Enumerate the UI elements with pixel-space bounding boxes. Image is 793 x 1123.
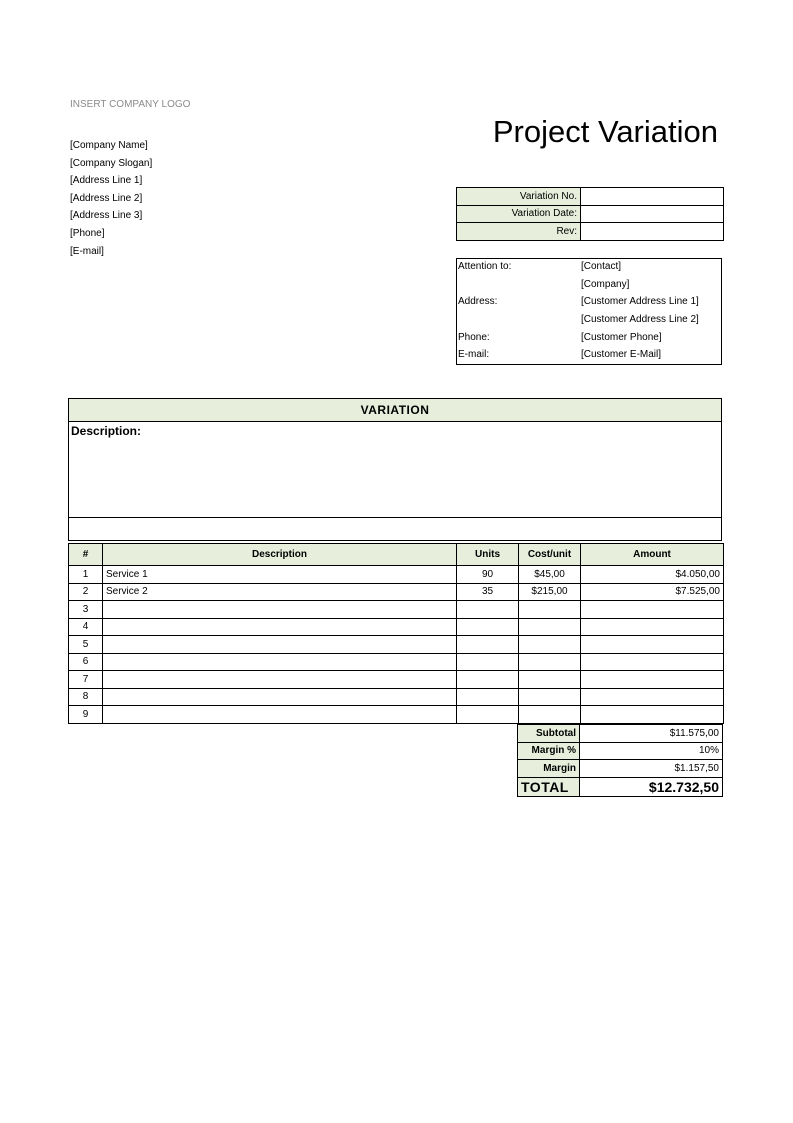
header-description: Description xyxy=(103,544,457,566)
subtotal-value: $11.575,00 xyxy=(580,725,723,743)
header-units: Units xyxy=(457,544,519,566)
variation-description-box[interactable] xyxy=(69,422,721,518)
company-logo-placeholder: INSERT COMPANY LOGO xyxy=(70,99,191,110)
row-number: 2 xyxy=(69,583,103,601)
items-header-row xyxy=(69,544,724,566)
row-units[interactable] xyxy=(457,601,519,619)
company-address-line-2: [Address Line 2] xyxy=(70,192,143,204)
row-description[interactable]: Service 2 xyxy=(103,583,457,601)
table-row xyxy=(69,706,724,724)
row-cost-unit[interactable] xyxy=(519,636,581,654)
company-name: [Company Name] xyxy=(70,140,148,151)
variation-date-field[interactable] xyxy=(581,205,724,223)
row-amount xyxy=(581,636,724,654)
row-units[interactable]: 90 xyxy=(457,566,519,584)
variation-section xyxy=(68,398,722,541)
row-amount xyxy=(581,618,724,636)
row-units[interactable] xyxy=(457,653,519,671)
margin-percent-value[interactable]: 10% xyxy=(580,742,723,760)
description-label: Description: xyxy=(71,424,142,438)
row-number: 7 xyxy=(69,671,103,689)
header-amount: Amount xyxy=(581,544,724,566)
customer-address-line-2: [Customer Address Line 2] xyxy=(581,314,699,325)
company-phone: [Phone] xyxy=(70,227,105,239)
subtotal-row xyxy=(518,725,723,743)
table-row xyxy=(69,653,724,671)
row-cost-unit[interactable] xyxy=(519,688,581,706)
row-number: 9 xyxy=(69,706,103,724)
row-units[interactable]: 35 xyxy=(457,583,519,601)
row-units[interactable] xyxy=(457,671,519,689)
row-amount xyxy=(581,671,724,689)
row-amount xyxy=(581,653,724,671)
row-number: 4 xyxy=(69,618,103,636)
rev-label: Rev: xyxy=(457,223,581,241)
email-label: E-mail: xyxy=(458,349,490,360)
subtotal-label: Subtotal xyxy=(518,725,580,743)
margin-row xyxy=(518,760,723,778)
company-slogan: [Company Slogan] xyxy=(70,157,153,169)
margin-label: Margin xyxy=(518,760,580,778)
attention-label: Attention to: xyxy=(458,261,512,272)
row-units[interactable] xyxy=(457,618,519,636)
row-amount xyxy=(581,688,724,706)
row-units[interactable] xyxy=(457,706,519,724)
row-description[interactable] xyxy=(103,671,457,689)
row-cost-unit[interactable] xyxy=(519,601,581,619)
row-number: 8 xyxy=(69,688,103,706)
row-cost-unit[interactable]: $45,00 xyxy=(519,566,581,584)
row-description[interactable] xyxy=(103,688,457,706)
row-number: 3 xyxy=(69,601,103,619)
phone-label: Phone: xyxy=(458,332,490,343)
row-description[interactable] xyxy=(103,636,457,654)
customer-email-value: [Customer E-Mail] xyxy=(581,349,662,360)
variation-no-field[interactable] xyxy=(581,188,724,206)
row-number: 1 xyxy=(69,566,103,584)
totals-table xyxy=(517,724,723,797)
margin-value: $1.157,50 xyxy=(580,760,723,778)
total-label: TOTAL xyxy=(518,777,580,796)
row-amount xyxy=(581,706,724,724)
company-address-line-3: [Address Line 3] xyxy=(70,210,143,222)
row-amount xyxy=(581,601,724,619)
company-info xyxy=(70,137,152,260)
header-cost-unit: Cost/unit xyxy=(519,544,581,566)
variation-info-table xyxy=(456,187,724,241)
page-title: Project Variation xyxy=(492,114,718,149)
row-number: 6 xyxy=(69,653,103,671)
row-description[interactable] xyxy=(103,618,457,636)
row-description[interactable] xyxy=(103,706,457,724)
row-description[interactable] xyxy=(103,653,457,671)
variation-heading: VARIATION xyxy=(69,399,721,422)
row-description[interactable] xyxy=(103,601,457,619)
row-cost-unit[interactable] xyxy=(519,706,581,724)
total-row xyxy=(518,777,723,796)
contact-value: [Contact] xyxy=(581,261,622,272)
row-description[interactable]: Service 1 xyxy=(103,566,457,584)
row-amount: $4.050,00 xyxy=(581,566,724,584)
row-cost-unit[interactable] xyxy=(519,653,581,671)
address-label: Address: xyxy=(458,296,498,307)
margin-percent-label: Margin % xyxy=(518,742,580,760)
margin-percent-row xyxy=(518,742,723,760)
items-table xyxy=(68,543,724,724)
row-amount: $7.525,00 xyxy=(581,583,724,601)
table-row xyxy=(69,583,724,601)
variation-no-label: Variation No. xyxy=(457,188,581,206)
table-row xyxy=(69,671,724,689)
table-row xyxy=(69,566,724,584)
customer-company-value: [Company] xyxy=(581,279,630,290)
customer-address-line-1: [Customer Address Line 1] xyxy=(581,296,699,307)
row-cost-unit[interactable]: $215,00 xyxy=(519,583,581,601)
row-cost-unit[interactable] xyxy=(519,618,581,636)
table-row xyxy=(69,618,724,636)
row-units[interactable] xyxy=(457,688,519,706)
variation-spacer-row xyxy=(69,518,721,540)
total-value: $12.732,50 xyxy=(580,777,723,796)
company-address-line-1: [Address Line 1] xyxy=(70,175,143,187)
row-number: 5 xyxy=(69,636,103,654)
variation-date-label: Variation Date: xyxy=(457,205,581,223)
row-cost-unit[interactable] xyxy=(519,671,581,689)
header-number: # xyxy=(69,544,103,566)
rev-field[interactable] xyxy=(581,223,724,241)
table-row xyxy=(69,688,724,706)
row-units[interactable] xyxy=(457,636,519,654)
company-email: [E-mail] xyxy=(70,245,104,257)
table-row xyxy=(69,601,724,619)
customer-phone-value: [Customer Phone] xyxy=(581,332,662,343)
table-row xyxy=(69,636,724,654)
attention-box xyxy=(456,258,722,365)
